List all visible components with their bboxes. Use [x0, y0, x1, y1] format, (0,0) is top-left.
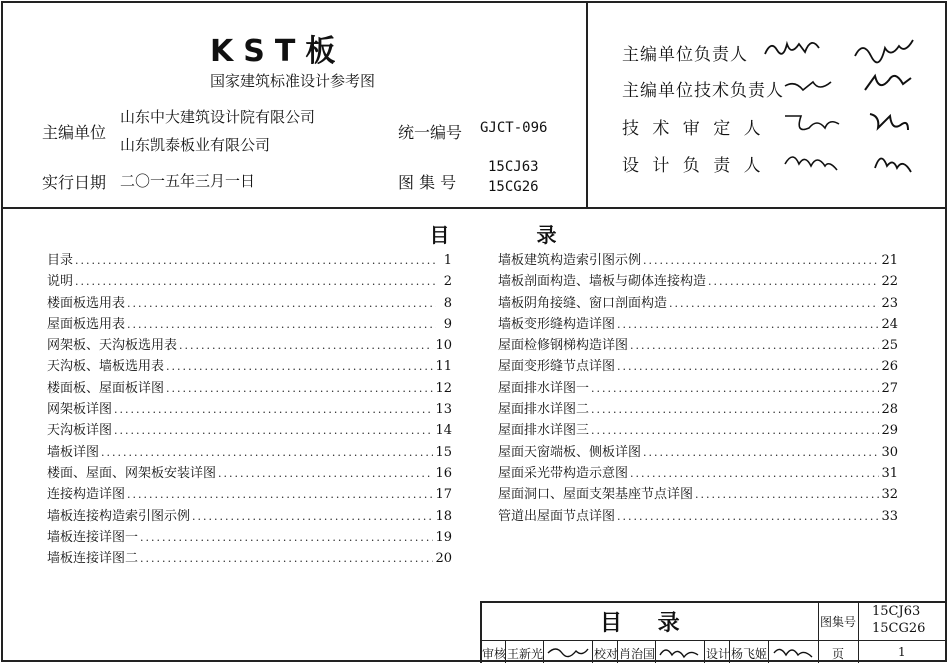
- toc-entry-title: 墙板连接详图一: [47, 529, 139, 545]
- toc-entry-title: 屋面排水详图二: [498, 402, 590, 418]
- toc-entry-title: 天沟板详图: [47, 423, 113, 439]
- toc-entry[interactable]: [47, 378, 452, 399]
- sheet-title: 目 录: [600, 610, 694, 636]
- unified-no-label: 统一编号: [398, 123, 463, 142]
- toc-entry-title: 目录: [47, 253, 74, 268]
- toc-leader-dots: [591, 420, 879, 441]
- toc-entry-page: 21: [881, 253, 898, 268]
- editor-unit-label: 主编单位: [42, 123, 107, 142]
- tb-reviewer-signature: [546, 643, 590, 661]
- toc-entry-title: 屋面排水详图一: [498, 380, 590, 396]
- title-block-sep-b: [858, 601, 859, 663]
- toc-leader-dots: [630, 335, 879, 356]
- tb-atlas-no-1: 15CJ63: [872, 604, 921, 619]
- atlas-no-1: 15CJ63: [488, 159, 539, 175]
- toc-entry[interactable]: [47, 506, 452, 527]
- tb-page-number: 1: [898, 645, 906, 659]
- toc-entry-page: 14: [435, 423, 452, 439]
- toc-leader-dots: [695, 484, 879, 505]
- tb-cell-sep: [768, 640, 769, 663]
- tb-designer: 杨飞姬: [731, 647, 768, 661]
- toc-entry-page: 26: [881, 359, 898, 375]
- tb-checker-signature: [658, 643, 702, 661]
- toc-left-column: [47, 250, 452, 569]
- toc-entry-title: 天沟板、墙板选用表: [47, 359, 165, 375]
- toc-entry-title: 屋面洞口、屋面支架基座节点详图: [498, 487, 694, 503]
- toc-entry-page: 1: [443, 253, 452, 268]
- toc-entry-title: 楼面板选用表: [47, 295, 126, 311]
- toc-leader-dots: [127, 484, 433, 505]
- toc-leader-dots: [101, 442, 433, 463]
- impl-date: 二〇一五年三月一日: [120, 172, 256, 190]
- toc-leader-dots: [643, 250, 879, 271]
- resp-design-head: 设 计 负 责 人: [622, 156, 765, 176]
- toc-entry-title: 墙板连接详图二: [47, 551, 139, 567]
- toc-entry[interactable]: [498, 463, 898, 484]
- resp-tech-head: 主编单位技术负责人: [622, 81, 784, 101]
- toc-entry-title: 墙板变形缝构造详图: [498, 316, 616, 332]
- toc-entry-page: 27: [881, 380, 898, 396]
- tb-design-label: 设计: [706, 647, 731, 661]
- header-divider: [1, 207, 947, 209]
- toc-entry[interactable]: [498, 250, 898, 271]
- toc-leader-dots: [166, 378, 433, 399]
- tb-atlas-no-label: 图集号: [820, 615, 857, 629]
- toc-entry-title: 墙板剖面构造、墙板与砌体连接构造: [498, 274, 707, 290]
- toc-entry-page: 2: [443, 274, 452, 290]
- toc-entry-page: 20: [435, 551, 452, 567]
- toc-entry[interactable]: [47, 314, 452, 335]
- toc-entry-page: 13: [435, 402, 452, 418]
- toc-leader-dots: [127, 314, 436, 335]
- toc-leader-dots: [140, 548, 433, 569]
- signature-3: [780, 108, 930, 138]
- toc-entry-title: 网架板详图: [47, 402, 113, 418]
- toc-leader-dots: [591, 399, 879, 420]
- toc-entry[interactable]: [47, 484, 452, 505]
- toc-entry[interactable]: [47, 293, 452, 314]
- title-block-mid: [480, 640, 947, 641]
- toc-entry-title: 楼面、屋面、网架板安装详图: [47, 465, 217, 481]
- toc-leader-dots: [708, 271, 879, 292]
- toc-entry-page: 28: [881, 402, 898, 418]
- editor-unit-2: 山东凯泰板业有限公司: [120, 136, 271, 154]
- toc-entry-page: 32: [881, 487, 898, 503]
- toc-entry-title: 屋面排水详图三: [498, 423, 590, 439]
- toc-entry-page: 8: [443, 295, 452, 311]
- toc-entry-title: 屋面天窗端板、侧板详图: [498, 444, 642, 460]
- toc-leader-dots: [591, 378, 879, 399]
- atlas-no-2: 15CG26: [488, 179, 539, 195]
- toc-entry[interactable]: [47, 271, 452, 292]
- toc-entry-title: 屋面板选用表: [47, 316, 126, 332]
- toc-entry-page: 29: [881, 423, 898, 439]
- toc-entry-page: 31: [881, 465, 898, 481]
- toc-entry[interactable]: [47, 335, 452, 356]
- resp-editor-unit-head: 主编单位负责人: [622, 45, 748, 65]
- toc-entry-title: 屋面采光带构造示意图: [498, 465, 629, 481]
- toc-entry-page: 33: [881, 508, 898, 524]
- toc-entry[interactable]: [47, 548, 452, 569]
- tb-cell-sep: [543, 640, 544, 663]
- atlas-title: KST板: [210, 34, 346, 69]
- toc-entry-title: 墙板详图: [47, 444, 100, 460]
- toc-leader-dots: [192, 506, 433, 527]
- toc-right-column: [498, 250, 898, 527]
- tb-review-label: 审核: [482, 647, 507, 661]
- toc-entry-page: 10: [435, 338, 452, 354]
- tb-reviewer: 王新光: [507, 647, 544, 661]
- toc-entry[interactable]: [498, 442, 898, 463]
- toc-leader-dots: [75, 250, 436, 271]
- toc-entry-page: 16: [435, 465, 452, 481]
- toc-entry-title: 说明: [47, 274, 74, 290]
- signature-4: [780, 146, 930, 176]
- toc-leader-dots: [617, 356, 879, 377]
- toc-leader-dots: [643, 442, 879, 463]
- tb-designer-signature: [772, 643, 816, 661]
- toc-entry-title: 墙板阴角接缝、窗口剖面构造: [498, 295, 668, 311]
- toc-entry-title: 网架板、天沟板选用表: [47, 338, 178, 354]
- toc-entry-page: 23: [881, 295, 898, 311]
- toc-entry-page: 19: [435, 529, 452, 545]
- tb-atlas-no-2: 15CG26: [872, 621, 926, 636]
- tb-checker: 肖治国: [619, 647, 656, 661]
- toc-leader-dots: [75, 271, 436, 292]
- header-vertical-divider: [586, 1, 588, 208]
- toc-leader-dots: [669, 293, 879, 314]
- toc-entry[interactable]: [47, 463, 452, 484]
- toc-leader-dots: [140, 527, 433, 548]
- toc-entry-page: 11: [435, 359, 452, 375]
- toc-leader-dots: [218, 463, 433, 484]
- toc-entry-page: 25: [881, 338, 898, 354]
- toc-entry[interactable]: [498, 271, 898, 292]
- toc-entry-title: 楼面板、屋面板详图: [47, 380, 165, 396]
- atlas-no-label: 图 集 号: [398, 173, 457, 192]
- toc-entry[interactable]: [47, 399, 452, 420]
- toc-entry-title: 屋面检修钢梯构造详图: [498, 338, 629, 354]
- toc-entry-title: 墙板连接构造索引图示例: [47, 508, 191, 524]
- toc-entry-page: 9: [443, 316, 452, 332]
- toc-entry-page: 17: [435, 487, 452, 503]
- toc-entry[interactable]: [47, 442, 452, 463]
- title-block-sep-a: [818, 601, 819, 663]
- toc-entry[interactable]: [498, 293, 898, 314]
- toc-leader-dots: [127, 293, 436, 314]
- toc-entry-page: 30: [881, 444, 898, 460]
- toc-leader-dots: [166, 356, 433, 377]
- toc-entry[interactable]: [47, 420, 452, 441]
- editor-unit-1: 山东中大建筑设计院有限公司: [120, 108, 316, 126]
- toc-entry-title: 管道出屋面节点详图: [498, 508, 616, 524]
- tb-cell-sep: [655, 640, 656, 663]
- toc-entry-title: 屋面变形缝节点详图: [498, 359, 616, 375]
- toc-entry[interactable]: [498, 420, 898, 441]
- toc-entry[interactable]: [498, 356, 898, 377]
- toc-leader-dots: [617, 506, 879, 527]
- signature-1: [760, 34, 930, 64]
- tb-cell-sep: [592, 640, 593, 663]
- toc-entry-page: 12: [435, 380, 452, 396]
- tb-check-label: 校对: [594, 647, 619, 661]
- tb-cell-sep: [704, 640, 705, 663]
- toc-entry[interactable]: [498, 506, 898, 527]
- toc-leader-dots: [630, 463, 879, 484]
- signature-2: [780, 70, 930, 100]
- toc-title: 目 录: [429, 223, 597, 247]
- toc-entry[interactable]: [47, 250, 452, 271]
- toc-leader-dots: [179, 335, 433, 356]
- toc-entry[interactable]: [498, 378, 898, 399]
- toc-entry-title: 墙板建筑构造索引图示例: [498, 253, 642, 268]
- atlas-subtitle: 国家建筑标准设计参考图: [210, 72, 376, 90]
- toc-leader-dots: [617, 314, 879, 335]
- impl-date-label: 实行日期: [42, 173, 107, 192]
- resp-tech-review: 技 术 审 定 人: [622, 119, 765, 139]
- toc-entry[interactable]: [498, 314, 898, 335]
- unified-no: GJCT-096: [480, 120, 548, 136]
- tb-page-label: 页: [832, 647, 845, 661]
- title-block-top: [480, 601, 947, 603]
- toc-entry-page: 15: [435, 444, 452, 460]
- toc-entry-page: 24: [881, 316, 898, 332]
- toc-entry[interactable]: [498, 399, 898, 420]
- toc-entry[interactable]: [498, 335, 898, 356]
- toc-entry[interactable]: [498, 484, 898, 505]
- toc-entry[interactable]: [47, 527, 452, 548]
- toc-entry-page: 22: [881, 274, 898, 290]
- toc-leader-dots: [114, 399, 433, 420]
- toc-leader-dots: [114, 420, 433, 441]
- toc-entry-page: 18: [435, 508, 452, 524]
- toc-entry[interactable]: [47, 356, 452, 377]
- toc-entry-title: 连接构造详图: [47, 487, 126, 503]
